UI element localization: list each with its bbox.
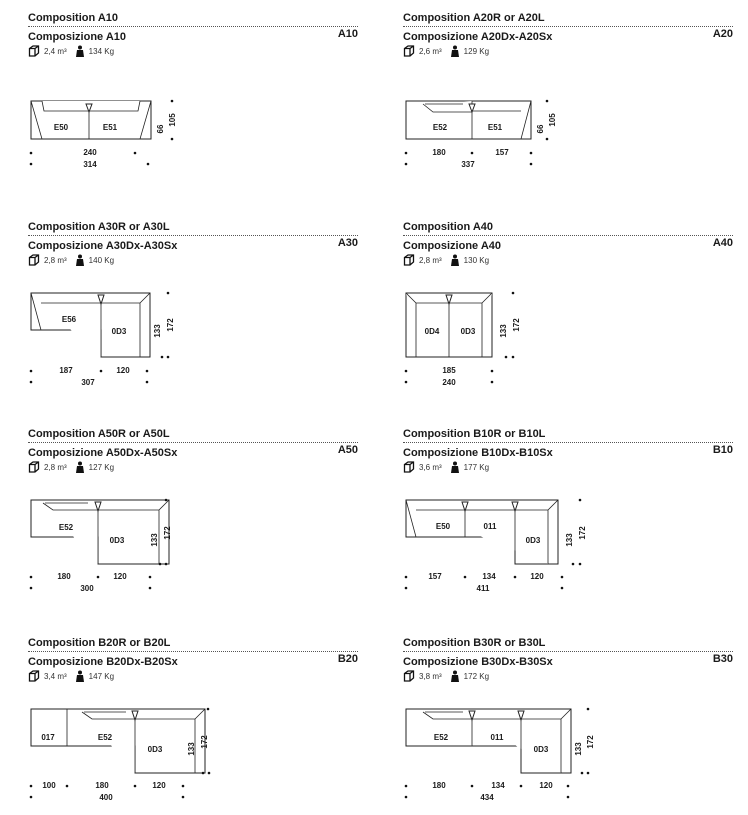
module-label: 0D3 (109, 536, 125, 545)
dimension-label: 240 (83, 148, 97, 157)
composition-code: B10 (712, 444, 733, 456)
weight-value: 127 Kg (88, 462, 115, 472)
composition-code: A20 (712, 28, 733, 40)
composition-drawing (28, 480, 198, 593)
composition-code: A50 (337, 444, 358, 456)
dimension-label: 105 (548, 113, 557, 127)
dimension-label: 180 (95, 781, 109, 790)
module-label: E52 (97, 733, 113, 742)
dimension-label: 172 (512, 318, 521, 332)
weight-value: 147 Kg (88, 671, 115, 681)
composition-subtitle-row (403, 442, 733, 457)
composition-subtitle-row (403, 235, 733, 250)
module-label: 0D4 (424, 327, 440, 336)
dimension-label: 133 (153, 324, 162, 338)
dimension-label: 66 (536, 124, 545, 134)
composition-subtitle-row (28, 26, 358, 41)
dimension-label: 314 (83, 160, 97, 169)
weight-icon (450, 254, 460, 266)
module-label: E52 (433, 733, 449, 742)
dimension-label: 120 (152, 781, 166, 790)
composition-card-b20 (28, 637, 358, 802)
spec-row (403, 669, 733, 683)
dimension-label: 120 (116, 366, 130, 375)
module-label: E50 (435, 522, 451, 531)
composition-card-a10 (28, 12, 358, 169)
dimension-label: 172 (166, 318, 175, 332)
volume-value: 2,8 m³ (44, 255, 67, 265)
dimension-label: 172 (200, 735, 209, 749)
composition-subtitle: Composizione A30Dx-A30Sx (28, 240, 178, 252)
composition-subtitle: Composizione A20Dx-A20Sx (403, 31, 553, 43)
dimension-label: 240 (442, 378, 456, 387)
volume-value: 3,4 m³ (44, 671, 67, 681)
dimension-label: 300 (80, 584, 94, 593)
composition-drawing (403, 64, 573, 174)
dimension-label: 134 (482, 572, 496, 581)
dimension-label: 180 (432, 148, 446, 157)
dimension-label: 337 (461, 160, 475, 169)
dimension-label: 187 (59, 366, 73, 375)
weight-value: 140 Kg (88, 255, 115, 265)
volume-value: 2,4 m³ (44, 46, 67, 56)
spec-row (28, 253, 358, 267)
composition-subtitle-row (28, 651, 358, 666)
dimension-label: 133 (574, 742, 583, 756)
composition-drawing (28, 64, 198, 174)
composition-subtitle: Composizione A40 (403, 240, 501, 252)
composition-card-a40 (403, 221, 733, 387)
dimension-label: 172 (586, 735, 595, 749)
composition-subtitle-row (403, 651, 733, 666)
composition-title: Composition A40 (403, 221, 494, 233)
dimension-label: 157 (495, 148, 509, 157)
volume-value: 3,8 m³ (419, 671, 442, 681)
dimension-label: 307 (81, 378, 95, 387)
box-icon (28, 254, 40, 266)
composition-subtitle: Composizione B30Dx-B30Sx (403, 656, 553, 668)
module-label: E52 (58, 523, 74, 532)
module-label: E51 (102, 123, 118, 132)
composition-title: Composition A20R or A20L (403, 12, 545, 24)
dimension-label: 180 (432, 781, 446, 790)
weight-value: 130 Kg (463, 255, 490, 265)
composition-drawing (403, 273, 573, 387)
weight-icon (450, 670, 460, 682)
weight-icon (75, 461, 85, 473)
composition-card-a30 (28, 221, 358, 387)
dimension-label: 133 (187, 742, 196, 756)
weight-icon (450, 461, 460, 473)
dimension-label: 434 (480, 793, 494, 802)
module-label: 0D3 (111, 327, 127, 336)
composition-title: Composition B10R or B10L (403, 428, 546, 440)
box-icon (403, 461, 415, 473)
module-label: E51 (487, 123, 503, 132)
composition-code: A10 (337, 28, 358, 40)
dimension-label: 120 (530, 572, 544, 581)
dimension-label: 400 (99, 793, 113, 802)
composition-code: A40 (712, 237, 733, 249)
dimension-label: 172 (163, 526, 172, 540)
composition-drawing (403, 689, 595, 802)
module-label: 011 (490, 733, 504, 742)
dimension-label: 66 (156, 124, 165, 134)
dimension-label: 133 (499, 324, 508, 338)
spec-row (28, 669, 358, 683)
dimension-label: 180 (57, 572, 71, 581)
module-label: 0D3 (525, 536, 541, 545)
weight-value: 172 Kg (463, 671, 490, 681)
composition-subtitle-row (28, 442, 358, 457)
composition-code: A30 (337, 237, 358, 249)
module-label: 017 (41, 733, 55, 742)
weight-icon (450, 45, 460, 57)
weight-icon (75, 254, 85, 266)
composition-subtitle: Composizione B10Dx-B10Sx (403, 447, 553, 459)
dimension-label: 134 (491, 781, 505, 790)
composition-drawing (28, 689, 209, 802)
dimension-label: 172 (578, 526, 587, 540)
spec-row (28, 460, 358, 474)
dimension-label: 105 (168, 113, 177, 127)
box-icon (28, 461, 40, 473)
composition-subtitle-row (403, 26, 733, 41)
module-label: E56 (61, 315, 77, 324)
weight-value: 177 Kg (463, 462, 490, 472)
box-icon (403, 45, 415, 57)
box-icon (403, 254, 415, 266)
volume-value: 3,6 m³ (419, 462, 442, 472)
composition-title: Composition A50R or A50L (28, 428, 170, 440)
composition-title: Composition B30R or B30L (403, 637, 546, 649)
volume-value: 2,8 m³ (419, 255, 442, 265)
composition-card-a20 (403, 12, 733, 169)
volume-value: 2,8 m³ (44, 462, 67, 472)
box-icon (403, 670, 415, 682)
module-label: E52 (432, 123, 448, 132)
weight-icon (75, 670, 85, 682)
spec-row (28, 44, 358, 58)
volume-value: 2,6 m³ (419, 46, 442, 56)
composition-drawing (403, 480, 587, 593)
composition-drawing (28, 273, 198, 387)
dimension-label: 185 (442, 366, 456, 375)
weight-value: 134 Kg (88, 46, 115, 56)
composition-card-a50 (28, 428, 358, 593)
dimension-label: 411 (476, 584, 490, 593)
dimension-label: 120 (539, 781, 553, 790)
composition-code: B30 (712, 653, 733, 665)
composition-subtitle: Composizione B20Dx-B20Sx (28, 656, 178, 668)
composition-card-b10 (403, 428, 733, 593)
module-label: E50 (53, 123, 69, 132)
dimension-label: 157 (428, 572, 442, 581)
composition-card-b30 (403, 637, 733, 802)
composition-subtitle-row (28, 235, 358, 250)
dimension-label: 133 (150, 533, 159, 547)
spec-row (403, 253, 733, 267)
dimension-label: 120 (113, 572, 127, 581)
composition-title: Composition A30R or A30L (28, 221, 170, 233)
module-label: 0D3 (147, 745, 163, 754)
spec-row (403, 44, 733, 58)
weight-value: 129 Kg (463, 46, 490, 56)
spec-row (403, 460, 733, 474)
module-label: 0D3 (460, 327, 476, 336)
weight-icon (75, 45, 85, 57)
dimension-label: 100 (42, 781, 56, 790)
box-icon (28, 45, 40, 57)
composition-title: Composition B20R or B20L (28, 637, 171, 649)
module-label: 0D3 (533, 745, 549, 754)
module-label: 011 (483, 522, 497, 531)
composition-subtitle: Composizione A10 (28, 31, 126, 43)
composition-code: B20 (337, 653, 358, 665)
composition-subtitle: Composizione A50Dx-A50Sx (28, 447, 178, 459)
box-icon (28, 670, 40, 682)
dimension-label: 133 (565, 533, 574, 547)
composition-title: Composition A10 (28, 12, 119, 24)
